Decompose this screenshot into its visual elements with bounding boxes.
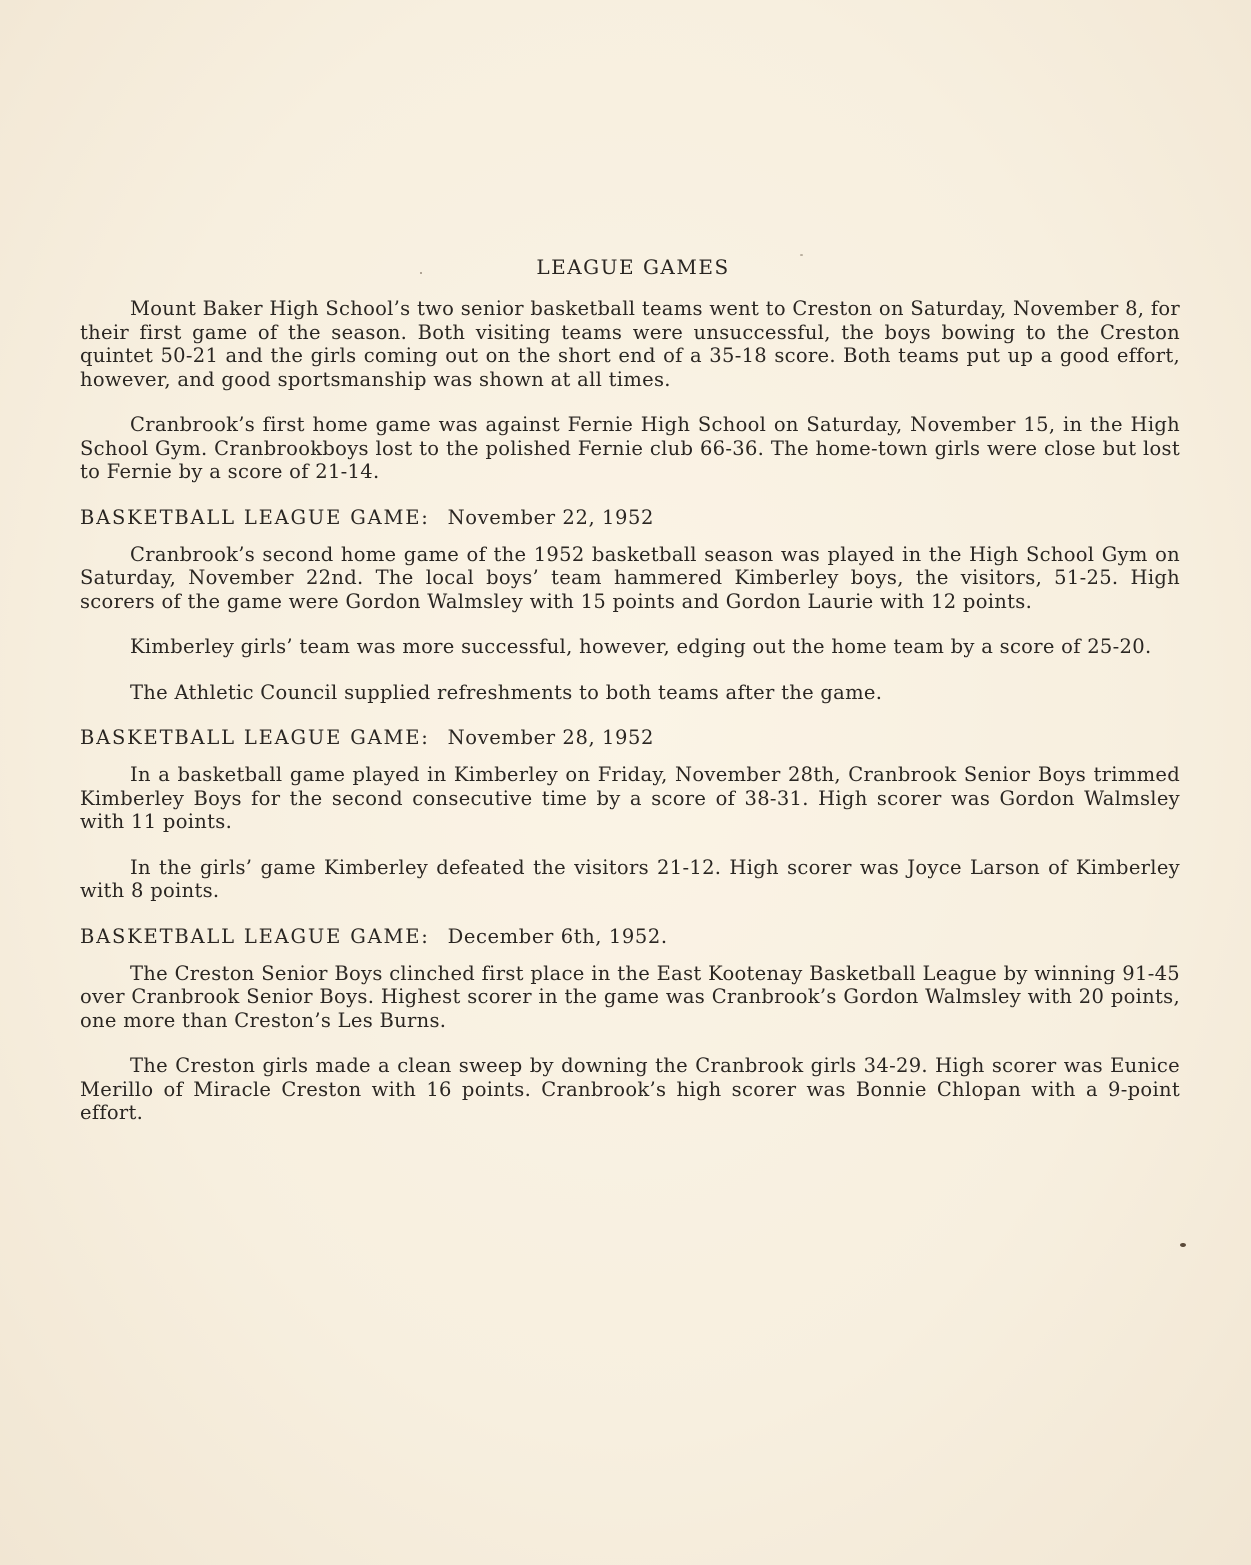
- document-page: [80, 255, 1180, 1147]
- section-1-paragraph-3: The Athletic Council supplied refreshments to both teams after the game.: [130, 680, 883, 704]
- section-heading-2: [80, 726, 1180, 749]
- section-3-paragraph-2: The Creston girls made a clean sweep by downing the Cranbrook girls 34-29. High scorer was Eunice Merillo of Miracle Creston with 16 points. Cranbrook’s high scorer was Bonnie Chlopan with a 9-point effort.: [80, 1054, 1180, 1124]
- section-2-paragraph-1: In a basketball game played in Kimberley on Friday, November 28th, Cranbrook Senior Boys trimmed Kimberley Boys for the second consecutive time by a score of 38-31. High scorer was Gordon Walmsley with 11 points.: [80, 763, 1180, 833]
- section-1-paragraph-1: Cranbrook’s second home game of the 1952 basketball season was played in the High School Gym on Saturday, November 22nd. The local boys’ team hammered Kimberley boys, the visitors, 51-25. High scorers of the game were Gordon Walmsley with 15 points and Gordon Laurie with 12 points.: [80, 542, 1180, 613]
- section-heading-3: [80, 925, 1180, 948]
- page-title: LEAGUE GAMES: [536, 255, 730, 279]
- section-heading-label: BASKETBALL LEAGUE GAME:: [80, 924, 430, 948]
- section-heading-date: December 6th, 1952.: [447, 924, 668, 948]
- section-heading-1: [80, 506, 1180, 529]
- section-heading-label: BASKETBALL LEAGUE GAME:: [80, 726, 430, 749]
- section-heading-label: BASKETBALL LEAGUE GAME:: [80, 505, 430, 529]
- section-3-paragraph-1: The Creston Senior Boys clinched first place in the East Kootenay Basketball League by winning 91-45 over Cranbrook Senior Boys. Highest scorer in the game was Cranbrook’s Gordon Walmsley with 20 points, one more than Creston’s Les Burns.: [80, 961, 1180, 1032]
- section-heading-date: November 28, 1952: [447, 726, 655, 749]
- section-2-paragraph-2: In the girls’ game Kimberley defeated the visitors 21-12. High scorer was Joyce Larson of Kimberley with 8 points.: [80, 855, 1180, 902]
- section-heading-date: November 22, 1952: [447, 505, 655, 529]
- intro-paragraph-1: Mount Baker High School’s two senior basketball teams went to Creston on Saturday, November 8, for their first game of the season. Both visiting teams were unsuccessful, the boys bowing to the Creston quintet 50-21 and the girls coming out on the short end of a 35-18 score. Both teams put up a good effort, however, and good sportsmanship was shown at all times.: [80, 297, 1180, 391]
- paper-speck: [420, 272, 422, 274]
- section-1-paragraph-2: Kimberley girls’ team was more successful, however, edging out the home team by a score of 25-20.: [130, 635, 1152, 658]
- paper-speck: [1180, 1243, 1186, 1247]
- intro-paragraph-2: Cranbrook’s first home game was against Fernie High School on Saturday, November 15, in the High School Gym. Cranbrookboys lost to the polished Fernie club 66-36. The home-town girls were close but lost to Fernie by a score of 21-14.: [80, 413, 1180, 483]
- paper-speck: [800, 254, 803, 256]
